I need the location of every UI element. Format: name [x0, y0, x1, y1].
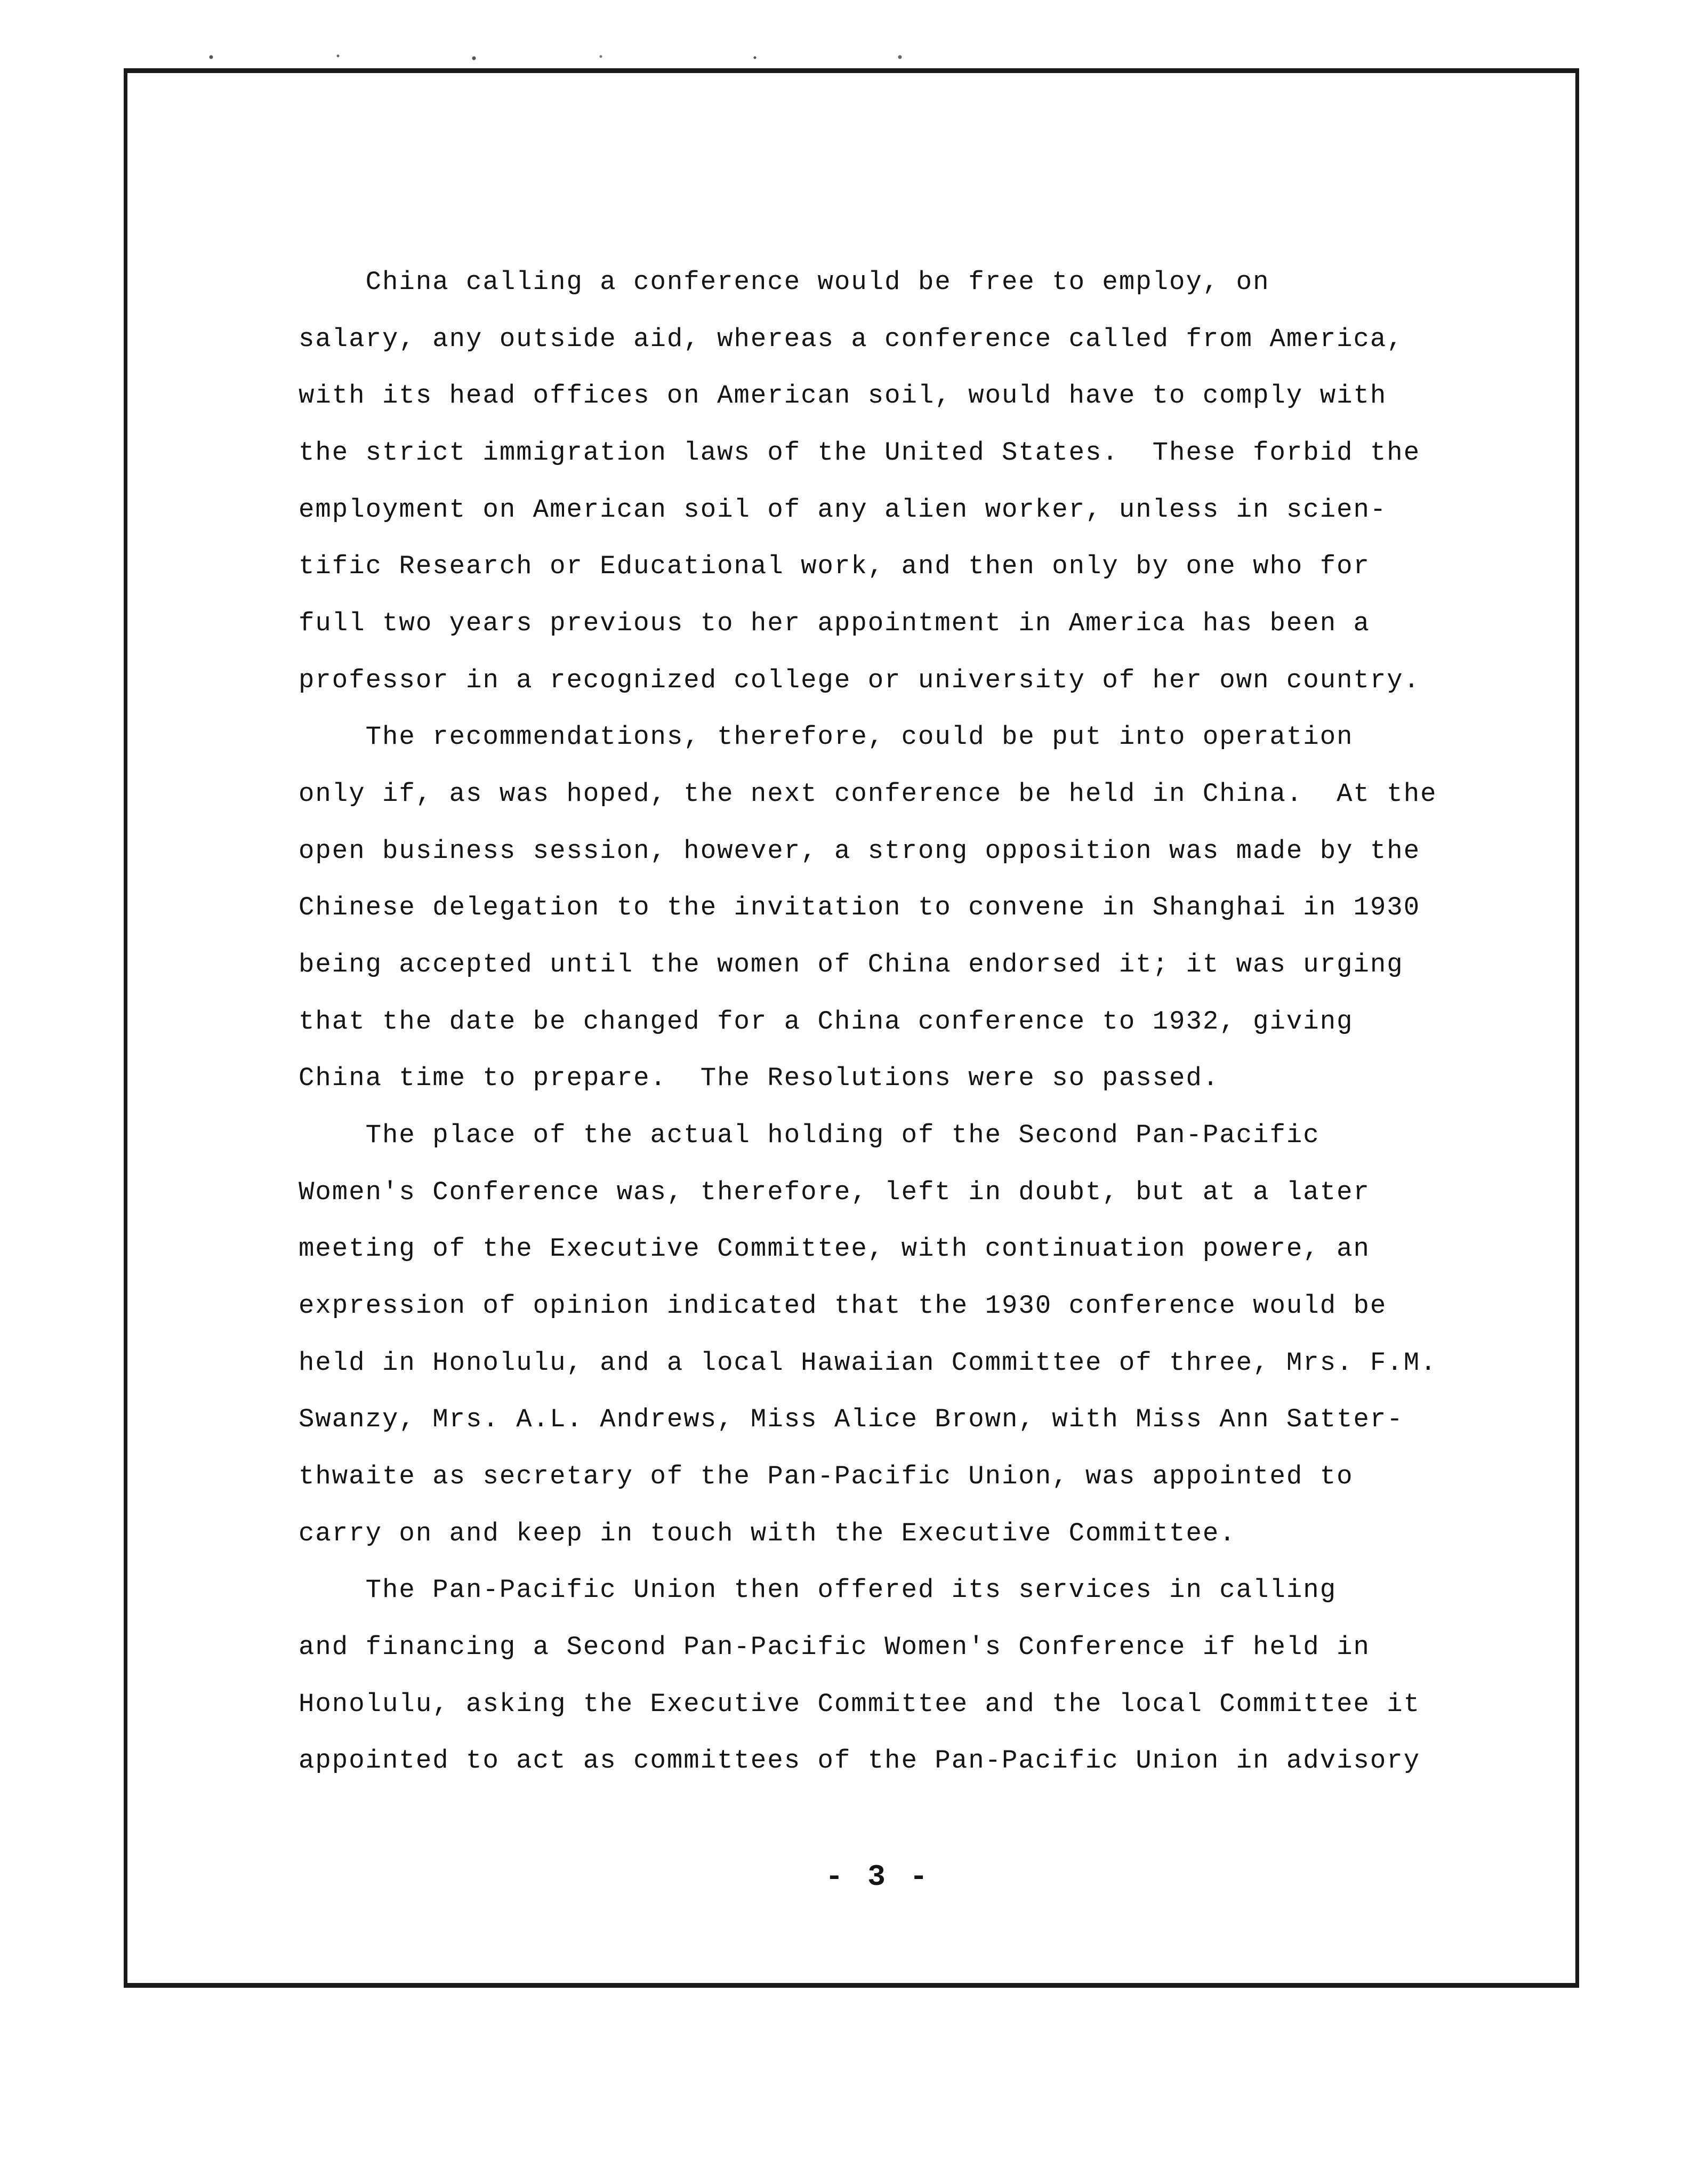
- text-line: Chinese delegation to the invitation to convene in Shanghai in 1930: [299, 893, 1421, 922]
- text-line: thwaite as secretary of the Pan-Pacific Union, was appointed to: [299, 1462, 1354, 1491]
- text-line: and financing a Second Pan-Pacific Women's Conference if held in: [299, 1632, 1370, 1662]
- text-line: China calling a conference would be free to employ, on: [299, 267, 1270, 297]
- text-line: meeting of the Executive Committee, with continuation powere, an: [299, 1234, 1370, 1264]
- text-line: The Pan-Pacific Union then offered its services in calling: [299, 1575, 1337, 1605]
- text-line: only if, as was hoped, the next conference be held in China. At the: [299, 779, 1437, 809]
- text-line: being accepted until the women of China endorsed it; it was urging: [299, 950, 1404, 979]
- text-line: The place of the actual holding of the Second Pan-Pacific: [299, 1120, 1320, 1150]
- text-line: tific Research or Educational work, and then only by one who for: [299, 551, 1370, 581]
- text-line: The recommendations, therefore, could be put into operation: [299, 722, 1354, 752]
- text-line: China time to prepare. The Resolutions were so passed.: [299, 1063, 1220, 1093]
- text-line: Women's Conference was, therefore, left in doubt, but at a later: [299, 1177, 1370, 1207]
- text-line: held in Honolulu, and a local Hawaiian Committee of three, Mrs. F.M.: [299, 1348, 1437, 1378]
- text-line: appointed to act as committees of the Pan-Pacific Union in advisory: [299, 1746, 1421, 1776]
- text-line: Swanzy, Mrs. A.L. Andrews, Miss Alice Brown, with Miss Ann Satter-: [299, 1404, 1404, 1434]
- text-line: open business session, however, a strong opposition was made by the: [299, 836, 1421, 866]
- text-line: carry on and keep in touch with the Executive Committee.: [299, 1519, 1236, 1548]
- text-line: full two years previous to her appointment in America has been a: [299, 608, 1370, 638]
- text-line: the strict immigration laws of the United States. These forbid the: [299, 438, 1421, 468]
- scan-noise: [139, 51, 1045, 63]
- text-line: with its head offices on American soil, would have to comply with: [299, 381, 1387, 411]
- text-line: professor in a recognized college or university of her own country.: [299, 665, 1421, 695]
- page-number: - 3 -: [825, 1860, 931, 1894]
- text-line: salary, any outside aid, whereas a conference called from America,: [299, 324, 1404, 354]
- text-line: employment on American soil of any alien worker, unless in scien-: [299, 495, 1387, 525]
- text-line: Honolulu, asking the Executive Committee and the local Committee it: [299, 1689, 1421, 1719]
- text-line: expression of opinion indicated that the 1930 conference would be: [299, 1291, 1387, 1321]
- text-line: that the date be changed for a China conference to 1932, giving: [299, 1007, 1354, 1037]
